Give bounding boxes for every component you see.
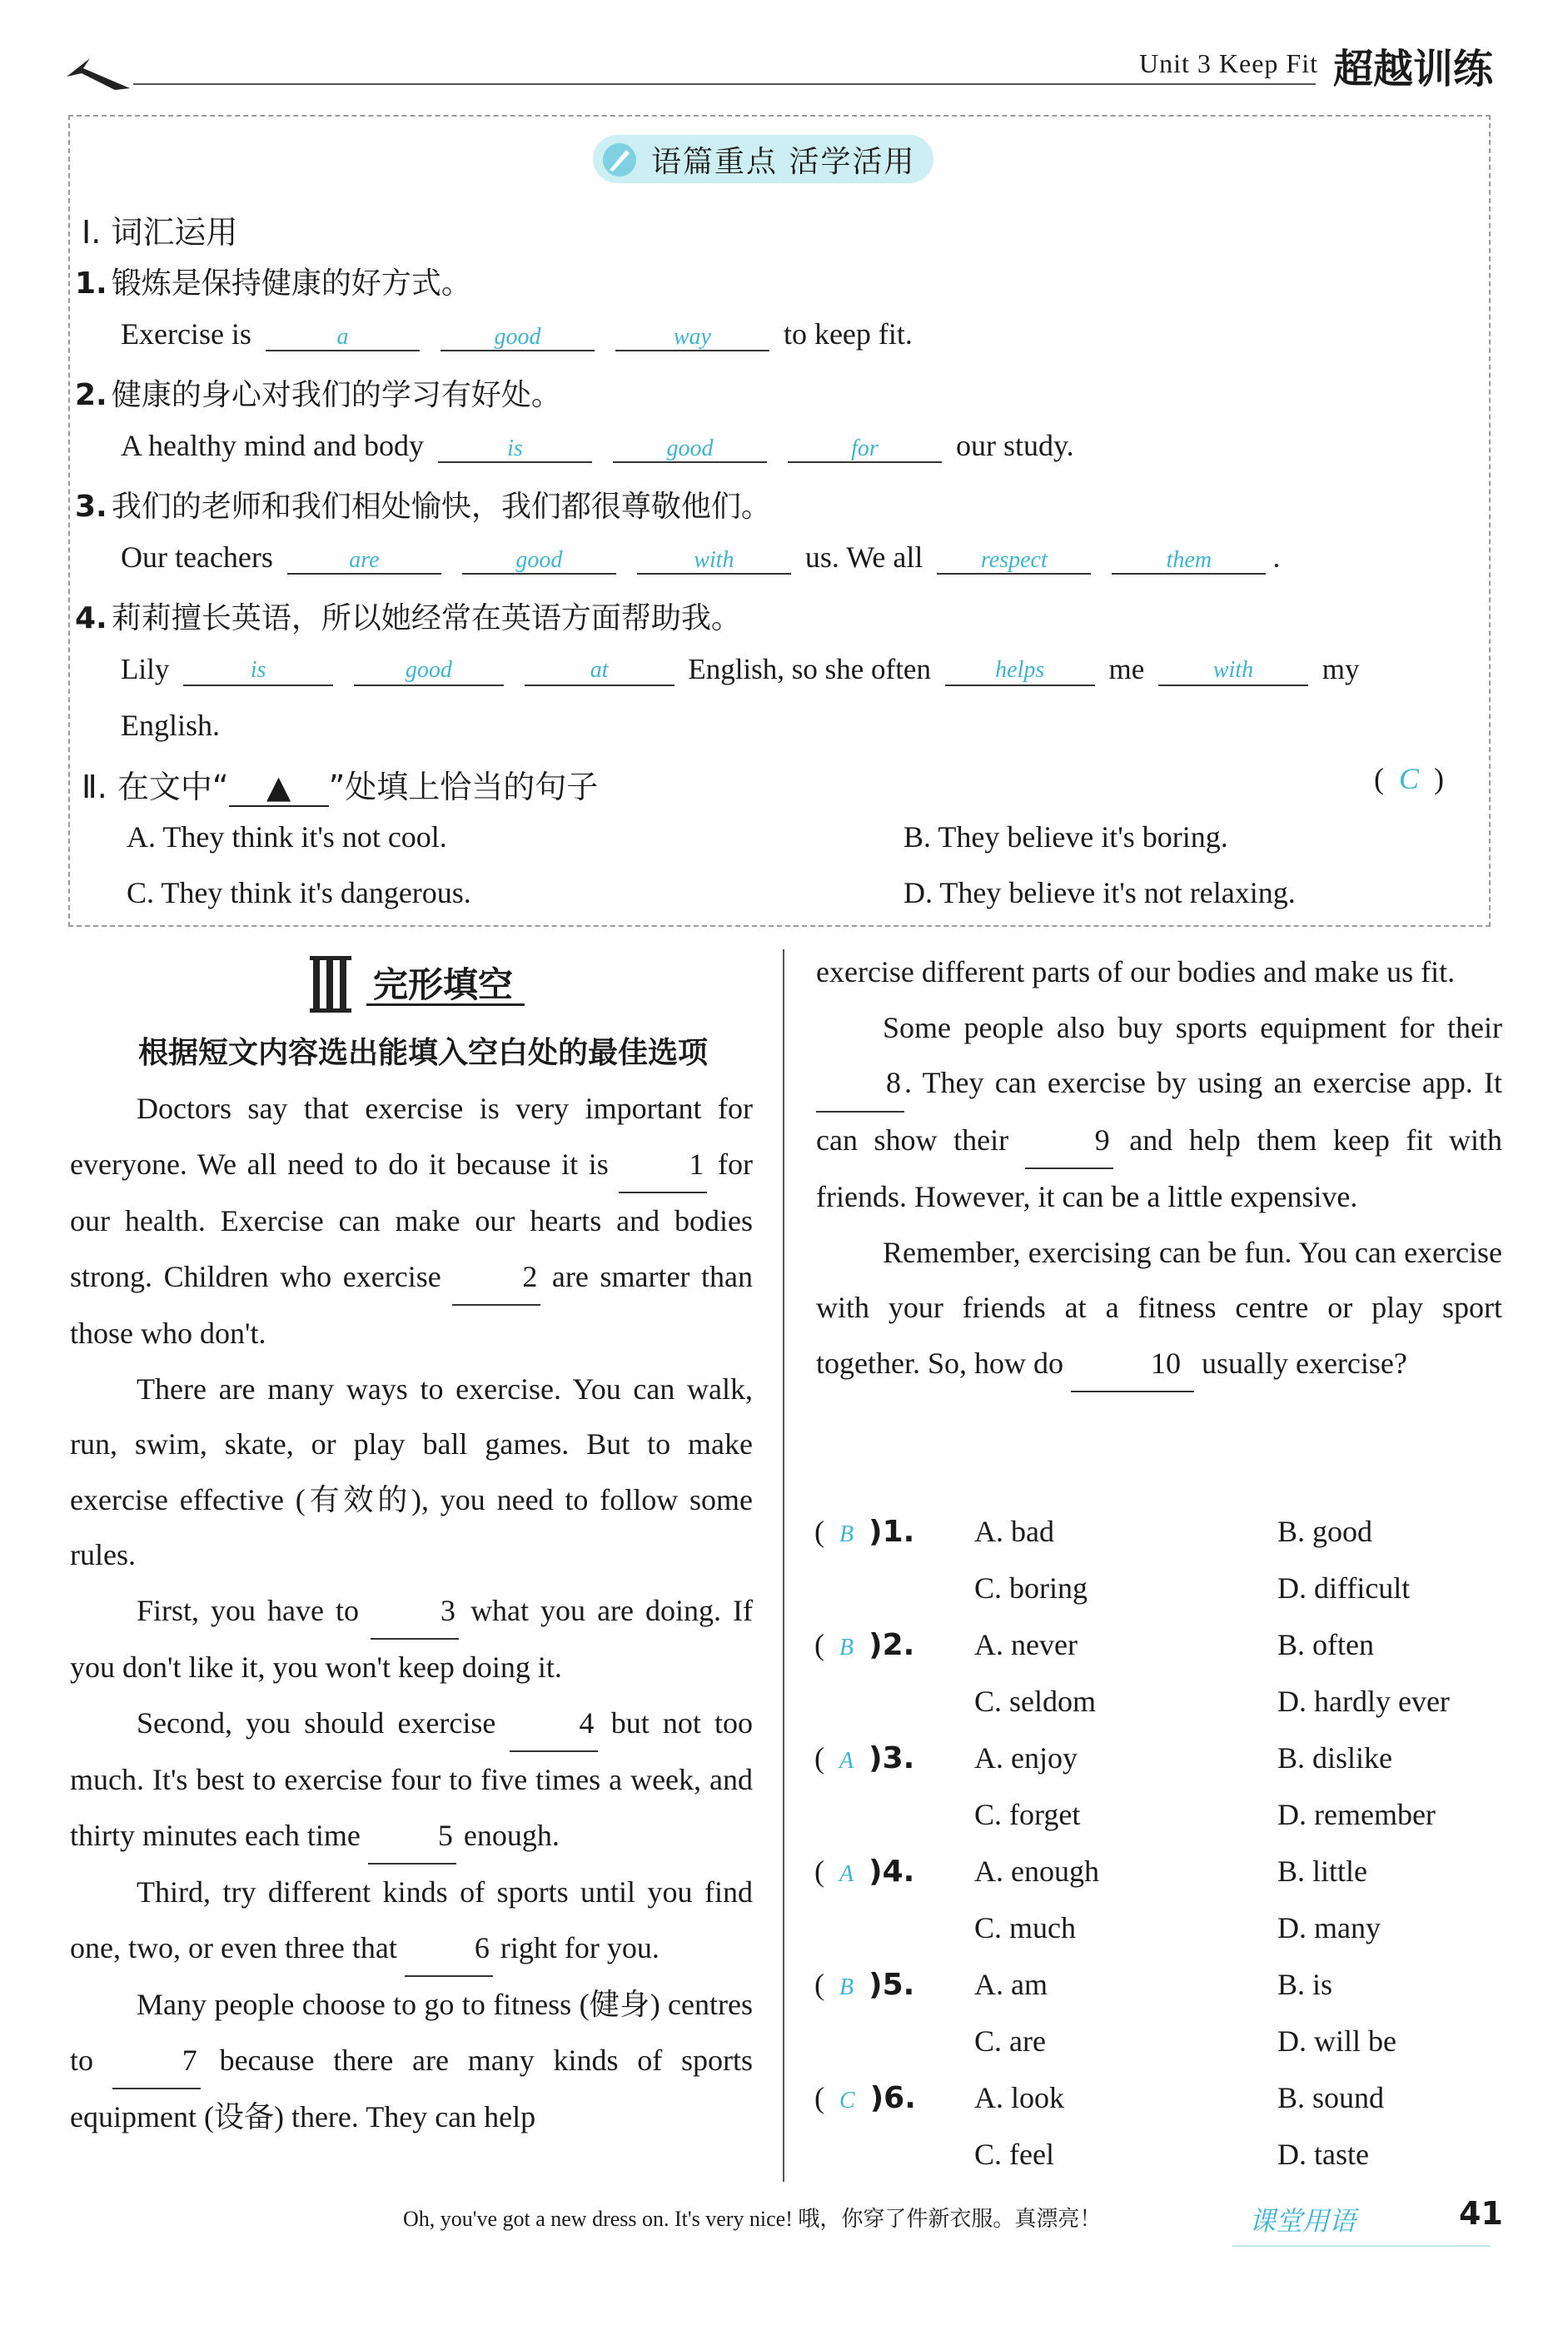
answer-blank: is xyxy=(183,651,333,686)
question-4-cd: C. much D. many xyxy=(974,1911,1381,1944)
arrow-logo-icon xyxy=(65,52,132,93)
section3-subtitle: 根据短文内容选出能填入空白处的最佳选项 xyxy=(138,1036,709,1070)
passage-left xyxy=(70,1081,753,2145)
question-3-cd: C. forget D. remember xyxy=(974,1798,1436,1831)
answer-blank: with xyxy=(637,540,791,575)
paragraph-1: Doctors say that exercise is very important for everyone. We all need to do it because it is 1 for our health. Exercise can make our hearts and bodies strong. Children who exercise 2 are smarter than those who don't. xyxy=(70,1092,754,1350)
header-rule xyxy=(133,83,1316,85)
item-3-zh: 3. 我们的老师和我们相处愉快，我们都很尊敬他们。 xyxy=(75,490,771,524)
question-3: ( A )3. A. enjoy B. dislike xyxy=(814,1741,1393,1775)
item-4-en: Lily is good at English, so she often helps me with my xyxy=(121,653,1360,685)
item-2-en: A healthy mind and body is good for our study. xyxy=(121,429,1074,462)
answer-blank: good xyxy=(354,651,504,686)
question-6: ( C )6. A. look B. sound xyxy=(814,2081,1385,2115)
answer-blank: way xyxy=(615,316,769,351)
section3-title: 完形填空 xyxy=(373,964,514,1005)
footer-rule xyxy=(1232,2245,1491,2247)
answer-blank: for xyxy=(788,428,942,463)
roman-three-icon xyxy=(310,954,360,1014)
answer-blank: them xyxy=(1112,540,1266,575)
passage-right xyxy=(816,944,1502,1392)
item-1-zh: 1. 锻炼是保持健康的好方式。 xyxy=(75,266,471,301)
banner-title: 语篇重点 活学活用 xyxy=(651,144,916,179)
item-3-en: Our teachers are good with us. We all respect them . xyxy=(121,540,1281,574)
pen-icon xyxy=(601,142,638,178)
title-underline xyxy=(366,1003,525,1006)
banner xyxy=(593,135,933,183)
answer-blank: a xyxy=(266,316,420,351)
paragraph-3: First, you have to 3 what you are doing. If you don't like it, you won't keep doing it. xyxy=(70,1583,753,1695)
item-2-zh: 2. 健康的身心对我们的学习有好处。 xyxy=(75,378,561,412)
question-6-cd: C. feel D. taste xyxy=(974,2138,1369,2171)
option-b: B. They believe it's boring. xyxy=(903,820,1228,854)
item-4-continued: English. xyxy=(121,709,221,742)
section2-title: Ⅱ. 在文中“ ▲ ”处填上恰当的句子 xyxy=(82,769,599,805)
section2-answer: ( C ) xyxy=(1374,762,1445,795)
section1-title: Ⅰ. 词汇运用 xyxy=(82,214,238,251)
answer-blank: with xyxy=(1158,651,1308,686)
answer-blank: at xyxy=(525,651,674,686)
answer-blank: good xyxy=(462,540,616,575)
answer-blank: good xyxy=(441,316,595,351)
paragraph-6: Many people choose to go to fitness (健身) centres to 7 because there are many kinds of sports equipment (设备) there. They can help xyxy=(70,1988,754,2133)
option-a: A. They think it's not cool. xyxy=(127,820,447,854)
column-divider xyxy=(783,949,784,2182)
item-4-zh: 4. 莉莉擅长英语，所以她经常在英语方面帮助我。 xyxy=(75,601,741,635)
answer-blank: is xyxy=(438,428,592,463)
brand-title: 超越训练 xyxy=(1332,46,1493,92)
paragraph-4: Second, you should exercise 4 but not too much. It's best to exercise four to five times a week, and thirty minutes each time 5 enough. xyxy=(70,1695,753,1865)
item-1-en: Exercise is a good way to keep fit. xyxy=(121,317,913,351)
paragraph-6-continued: exercise different parts of our bodies and make us fit. xyxy=(816,955,1456,988)
option-c: C. They think it's dangerous. xyxy=(127,876,471,909)
answer-blank: good xyxy=(613,428,767,463)
answer-blank: helps xyxy=(945,651,1095,686)
paragraph-2: There are many ways to exercise. You can walk, run, swim, skate, or play ball games. But to make exercise effective (有效的), you need to follow some rules. xyxy=(70,1372,753,1571)
paragraph-5: Third, try different kinds of sports until you find one, two, or even three that 6 right for you. xyxy=(70,1865,753,1977)
question-4: ( A )4. A. enough B. little xyxy=(814,1855,1367,1889)
question-5: ( B )5. A. am B. is xyxy=(814,1968,1333,2002)
question-5-cd: C. are D. will be xyxy=(974,2024,1396,2058)
paragraph-7: Some people also buy sports equipment for their 8 . They can exercise by using an exercise app. It can show their 9 and help them keep fit with friends. However, it can be a little expensive. xyxy=(816,1010,1503,1213)
footer-sentence: Oh, you've got a new dress on. It's very nice! 哦，你穿了件新衣服。真漂亮！ xyxy=(403,2207,1102,2231)
option-d: D. They believe it's not relaxing. xyxy=(903,876,1296,909)
question-1: ( B )1. A. bad B. good xyxy=(814,1515,1373,1549)
answer-blank: are xyxy=(287,540,441,575)
footer-brand: 课堂用语 xyxy=(1249,2205,1356,2237)
answer-blank: respect xyxy=(937,540,1091,575)
question-2: ( B )2. A. never B. often xyxy=(814,1628,1374,1662)
page-number: 41 xyxy=(1459,2195,1503,2232)
question-2-cd: C. seldom D. hardly ever xyxy=(974,1685,1450,1718)
unit-title: Unit 3 Keep Fit xyxy=(1139,48,1318,78)
question-1-cd: C. boring D. difficult xyxy=(974,1571,1411,1605)
question-list xyxy=(814,1514,1506,2188)
paragraph-8: Remember, exercising can be fun. You can exercise with your friends at a fitness centre or play sport together. So, how do 10 usually exercise? xyxy=(816,1225,1502,1393)
